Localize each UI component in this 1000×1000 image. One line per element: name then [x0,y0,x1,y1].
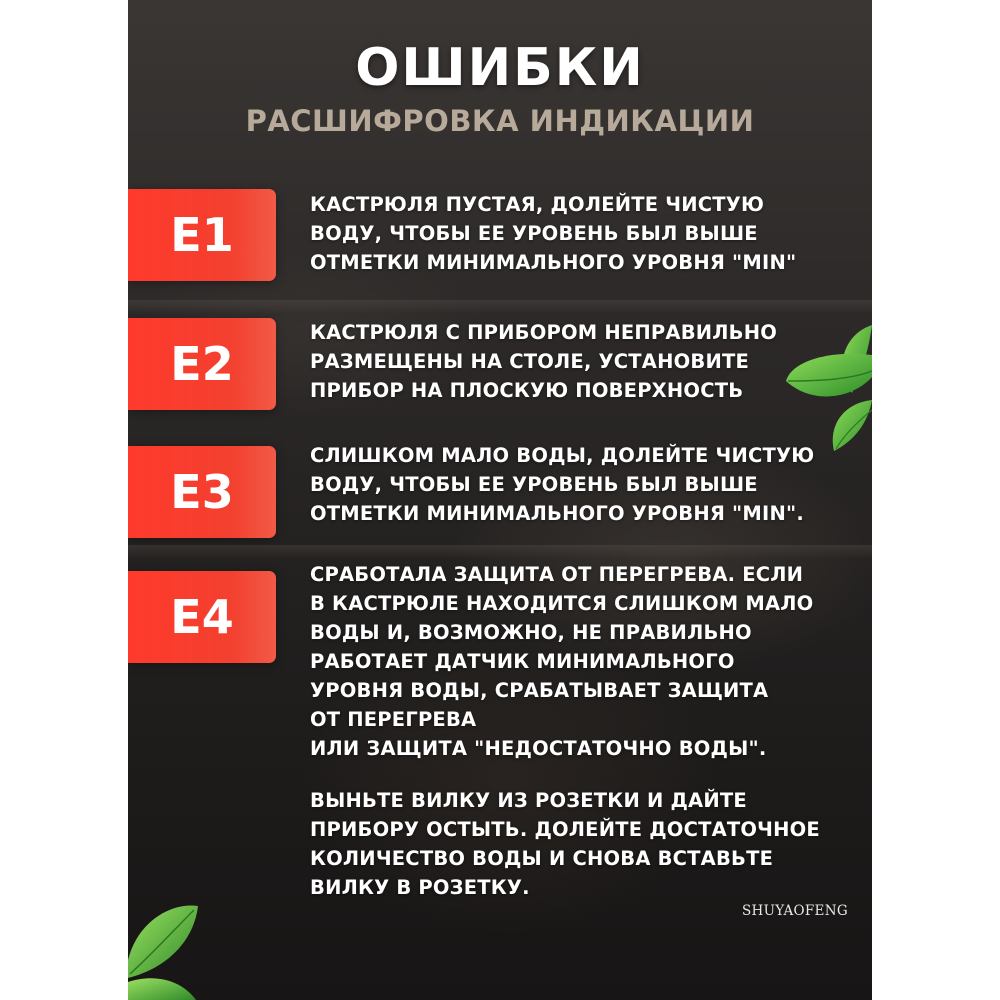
error-description-e2: КАСТРЮЛЯ С ПРИБОРОМ НЕПРАВИЛЬНО РАЗМЕЩЕНЫ НА СТОЛЕ, УСТАНОВИТЕ ПРИБОР НА ПЛОСКУЮ ПОВЕРХНОСТЬ [310,321,778,402]
basil-leaf-icon [128,900,208,1000]
error-badge-e4: E4 [128,571,276,663]
error-codes-poster [128,0,872,1000]
page-title: ОШИБКИ [355,38,645,98]
error-badge-e3: E3 [128,446,276,538]
background-shelf [128,545,872,559]
advice-text: ВЫНЬТЕ ВИЛКУ ИЗ РОЗЕТКИ И ДАЙТЕ ПРИБОРУ ОСТЫТЬ. ДОЛЕЙТЕ ДОСТАТОЧНОЕ КОЛИЧЕСТВО ВОДЫ И СНОВА ВСТАВЬТЕ ВИЛКУ В РОЗЕТКУ. [310,789,820,899]
error-description-e3: СЛИШКОМ МАЛО ВОДЫ, ДОЛЕЙТЕ ЧИСТУЮ ВОДУ, ЧТОБЫ ЕЕ УРОВЕНЬ БЫЛ ВЫШЕ ОТМЕТКИ МИНИМАЛЬНОГО УРОВНЯ "MIN". [310,444,815,525]
page-subtitle: РАСШИФРОВКА ИНДИКАЦИИ [245,104,755,138]
error-description-e4: СРАБОТАЛА ЗАЩИТА ОТ ПЕРЕГРЕВА. ЕСЛИ В КАСТРЮЛЕ НАХОДИТСЯ СЛИШКОМ МАЛО ВОДЫ И, ВОЗМОЖНО, НЕ ПРАВИЛЬНО РАБОТАЕТ ДАТЧИК МИНИМАЛЬНОГО УРОВНЯ ВОДЫ, СРАБАТЫВАЕТ ЗАЩИТА ОТ ПЕРЕГРЕВА ИЛИ ЗАЩИТА "НЕДОСТАТОЧНО ВОДЫ". [310,563,814,760]
error-badge-e2: E2 [128,318,276,410]
basil-leaf-icon [782,315,872,465]
watermark: SHUYAOFENG [742,903,848,919]
background-shelf [128,300,872,314]
error-description-e1: КАСТРЮЛЯ ПУСТАЯ, ДОЛЕЙТЕ ЧИСТУЮ ВОДУ, ЧТОБЫ ЕЕ УРОВЕНЬ БЫЛ ВЫШЕ ОТМЕТКИ МИНИМАЛЬНОГО УРОВНЯ "MIN" [310,193,797,274]
error-badge-e1: E1 [128,189,276,281]
